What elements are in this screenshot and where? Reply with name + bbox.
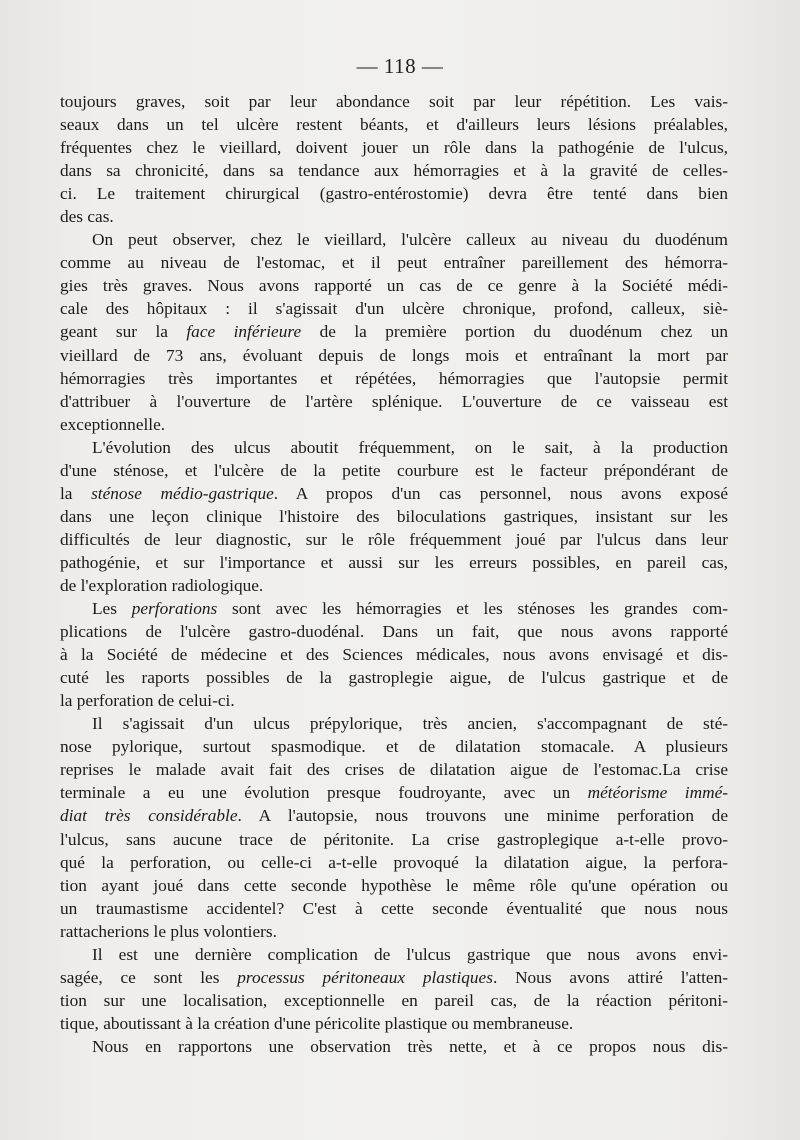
text-line: cale des hôpitaux : il s'agissait d'un ulcère chronique, profond, calleux, siè- bbox=[60, 299, 728, 319]
text-run: . A l'autopsie, nous trouvons une minime perforation de bbox=[237, 806, 728, 826]
text-line: seaux dans un tel ulcère restent béants, et d'ailleurs leurs lésions préalables, bbox=[60, 115, 728, 135]
text-line: la perforation de celui-ci. bbox=[60, 691, 235, 711]
text-line: à la Société de médecine et des Sciences médicales, nous avons envisagé et dis- bbox=[60, 645, 728, 665]
text-line: qué la perforation, ou celle-ci a-t-elle provoqué la dilatation aigue, la perfora- bbox=[60, 852, 728, 872]
text-line: reprises le malade avait fait des crises de dilatation aigue de l'estomac.La crise bbox=[60, 760, 728, 780]
text-line: plications de l'ulcère gastro-duodénal. Dans un fait, que nous avons rapporté bbox=[60, 622, 728, 642]
text-line: comme au niveau de l'estomac, et il peut entraîner pareillement des hémorra- bbox=[60, 253, 728, 273]
text-run: la bbox=[60, 483, 92, 503]
text-line: Nous en rapportons une observation très nette, et à ce propos nous dis- bbox=[92, 1036, 728, 1056]
text-line: difficultés de leur diagnostic, sur le rôle fréquemment joué par l'ulcus dans leur bbox=[60, 529, 728, 549]
text-line bbox=[60, 804, 728, 827]
text-run: . Nous avons attiré l'atten- bbox=[492, 967, 728, 987]
text-line: toujours graves, soit par leur abondance soit par leur répétition. Les vais- bbox=[60, 92, 728, 111]
text-line bbox=[60, 482, 728, 505]
text-line: d'une sténose, et l'ulcère de la petite courbure est le facteur prépondérant de bbox=[60, 460, 728, 480]
page-number: — 118 — bbox=[356, 54, 444, 78]
text-line: des cas. bbox=[60, 207, 114, 227]
text-line: vieillard de 73 ans, évoluant depuis de longs mois et entraînant la mort par bbox=[60, 345, 728, 365]
text-line: cuté les raports possibles de la gastroplegie aigue, de l'ulcus gastrique et de bbox=[60, 668, 728, 688]
text-line: Il s'agissait d'un ulcus prépylorique, très ancien, s'accompagnant de sté- bbox=[92, 714, 728, 734]
text-line: d'attribuer à l'ouverture de l'artère splénique. L'ouverture de ce vaisseau est bbox=[60, 391, 728, 411]
text-line: ci. Le traitement chirurgical (gastro-entérostomie) devra être tenté dans bien bbox=[60, 184, 728, 204]
text-line bbox=[60, 320, 728, 343]
text-run: sont avec les hémorragies et les sténoses les grandes com- bbox=[217, 599, 729, 619]
italic-run: processus péritoneaux plastiques bbox=[237, 967, 493, 987]
text-run: geant sur la bbox=[60, 322, 187, 342]
text-line bbox=[60, 597, 728, 620]
text-line: un traumastisme accidentel? C'est à cette seconde éventualité que nous nous bbox=[60, 898, 728, 918]
text-line: L'évolution des ulcus aboutit fréquemment, on le sait, à la production bbox=[92, 437, 728, 457]
text-line: fréquentes chez le vieillard, doivent jouer un rôle dans la pathogénie de l'ulcus, bbox=[60, 138, 728, 158]
text-line: l'ulcus, sans aucune trace de péritonite. La crise gastroplegique a-t-elle provo- bbox=[60, 829, 728, 849]
text-run: Les bbox=[92, 599, 132, 619]
text-line: rattacherions le plus volontiers. bbox=[60, 921, 277, 941]
text-line bbox=[60, 966, 728, 989]
text-line: tique, aboutissant à la création d'une péricolite plastique ou membraneuse. bbox=[60, 1013, 574, 1033]
body-text bbox=[60, 90, 728, 1058]
text-run: terminale a eu une évolution presque foudroyante, avec un bbox=[60, 783, 588, 803]
text-run: . A propos d'un cas personnel, nous avons exposé bbox=[273, 483, 728, 503]
text-line: tion ayant joué dans cette seconde hypothèse le même rôle qu'une opération ou bbox=[60, 875, 728, 895]
text-line: tion sur une localisation, exceptionnelle en pareil cas, de la réaction péritoni- bbox=[60, 990, 728, 1010]
text-line: hémorragies très importantes et répétées, hémorragies que l'autopsie permit bbox=[60, 368, 728, 388]
text-line: dans sa chronicité, dans sa tendance aux hémorragies et à la gravité de celles- bbox=[60, 161, 728, 181]
text-line: On peut observer, chez le vieillard, l'ulcère calleux au niveau du duodénum bbox=[92, 230, 728, 250]
text-run: sagée, ce sont les bbox=[60, 967, 238, 987]
italic-run: perforations bbox=[131, 599, 218, 619]
text-line: pathogénie, et sur l'importance et aussi sur les erreurs possibles, en pareil cas, bbox=[60, 552, 728, 572]
text-run: de la première portion du duodénum chez un bbox=[301, 322, 729, 342]
text-line bbox=[60, 781, 728, 804]
text-line: Il est une dernière complication de l'ulcus gastrique que nous avons envi- bbox=[92, 944, 728, 964]
text-line: nose pylorique, surtout spasmodique. et de dilatation stomacale. A plusieurs bbox=[60, 737, 728, 757]
text-line: gies très graves. Nous avons rapporté un cas de ce genre à la Société médi- bbox=[60, 276, 728, 296]
italic-run: météorisme immé- bbox=[587, 783, 728, 803]
italic-run: face inférieure bbox=[186, 322, 302, 342]
text-line: de l'exploration radiologique. bbox=[60, 575, 264, 595]
text-line: exceptionnelle. bbox=[60, 414, 166, 434]
italic-run: diat très considérable bbox=[60, 806, 238, 826]
text-line: dans une leçon clinique l'histoire des biloculations gastriques, insistant sur les bbox=[60, 506, 728, 526]
italic-run: sténose médio-gastrique bbox=[91, 483, 274, 503]
